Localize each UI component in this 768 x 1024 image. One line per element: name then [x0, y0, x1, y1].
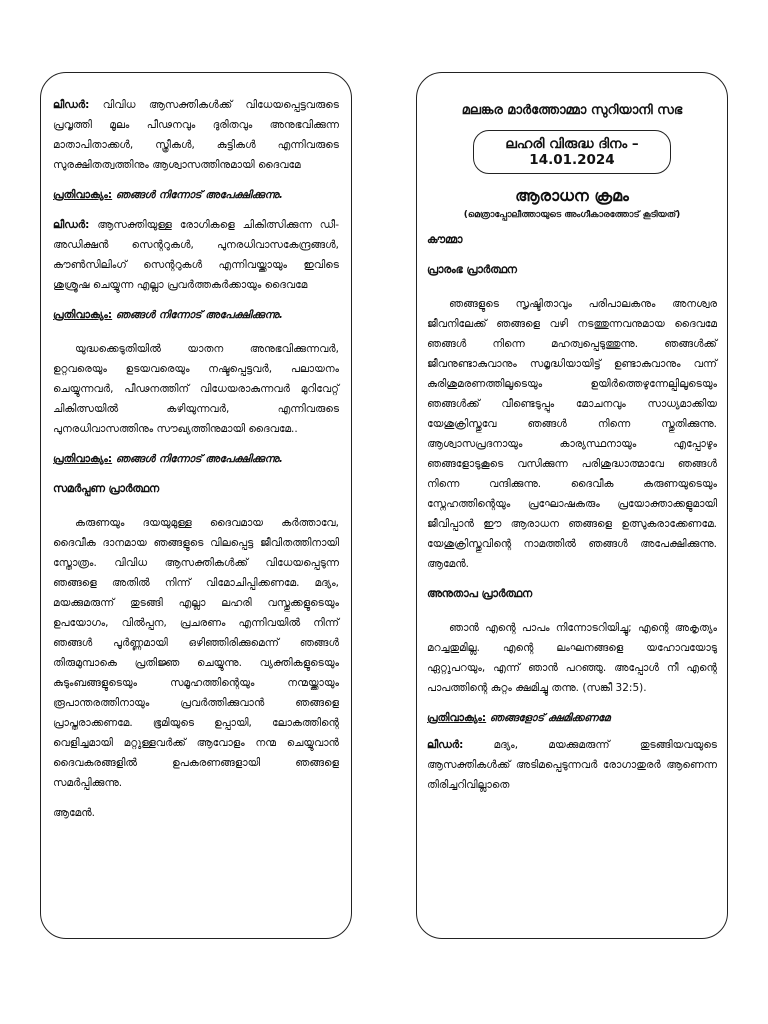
response-label: പ്രതിവാക്യം:	[53, 189, 113, 201]
opening-prayer-text: ഞങ്ങളുടെ സൃഷ്ടിതാവും പരിപാലകനും അനശ്വര ജീവനിലേക്ക് ഞങ്ങളെ വഴി നടത്തുന്നവനുമായ ദൈവമേ ഞങ്ങൾ നിന്നെ മഹത്വപ്പെടുത്തുന്നു. ഞങ്ങൾക്ക് ജീവനുണ്ടാകുവാനും സമൃദ്ധിയായിട്ട് ഉണ്ടാകുവാനും വന്ന് കുരിശുമരണത്തിലൂടെയും ഉയിർത്തെഴുന്നേല്പിലൂടെയും ഞങ്ങൾക്ക് വീണ്ടെടുപ്പും മോചനവും സാധ്യമാക്കിയ യേശുക്രിസ്തുവേ ഞങ്ങൾ നിന്നെ സ്തുതിക്കുന്നു. ആശ്വാസപ്രദനായും കാര്യസ്ഥനായും എപ്പോഴും ഞങ്ങളോടുകൂടെ വസിക്കുന്ന പരിശുദ്ധാത്മാവേ ഞങ്ങൾ നിന്നെ വന്ദിക്കുന്നു. ദൈവീക കരുണയുടെയും സ്നേഹത്തിന്റെയും പ്രഘോഷകരും പ്രയോക്താക്കളുമായി ജീവിപ്പാൻ ഈ ആരാധന ഞങ്ങളെ ഉത്സുകരാക്കേണമേ. യേശുക്രിസ്തുവിന്റെ നാമത്തിൽ ഞങ്ങൾ അപേക്ഷിക്കുന്നു. ആമേൻ.	[427, 298, 717, 570]
response-label: പ്രതിവാക്യം:	[53, 309, 113, 321]
leader-text: വിവിധ ആസക്തികൾക്ക് വിധേയപ്പെട്ടവരുടെ പ്രവൃത്തി മൂലം പീഢനവും ദുരിതവും അനുഭവിക്കുന്ന മാതാപിതാക്കൾ, സ്ത്രീകൾ, കുട്ടികൾ എന്നിവരുടെ സുരക്ഷിതത്വത്തിനും ആശ്വാസത്തിനുമായി ദൈവമേ	[53, 99, 339, 171]
penitence-prayer-heading: അനുതാപ പ്രാർത്ഥന	[427, 587, 533, 600]
response-line-3	[53, 449, 339, 469]
response-line-4	[427, 708, 717, 728]
war-victims-paragraph: യുദ്ധക്കെടുതിയിൽ യാതന അനുഭവിക്കുന്നവർ, ഉറ്റവരെയും ഉടയവരെയും നഷ്ടപ്പെട്ടവർ, പലായനം ചെയ്യുന്നവർ, പീഢനത്തിന് വിധേയരാകുന്നവർ മുറിവേറ്റ് ചികിത്സയിൽ കഴിയുന്നവർ, എന്നിവരുടെ പുനരധിവാസത്തിനും സൗഖ്യത്തിനുമായി ദൈവമേ..	[53, 343, 339, 435]
response-text: ഞങ്ങളോട് ക്ഷമിക്കണമേ	[486, 712, 611, 724]
response-text: ഞങ്ങൾ നിന്നോട് അപേക്ഷിക്കുന്നു.	[112, 453, 283, 465]
response-line-1	[53, 185, 339, 205]
penitence-prayer-text: ഞാൻ എന്റെ പാപം നിന്നോടറിയിച്ചു; എന്റെ അകൃത്യം മറച്ചതുമില്ല. എന്റെ ലംഘനങ്ങളെ യഹോവയോടു ഏറ്റുപറയും, എന്ന് ഞാൻ പറഞ്ഞു. അപ്പോൾ നീ എന്റെ പാപത്തിന്റെ കുറ്റം ക്ഷമിച്ചു തന്നു. (സങ്കീ 32:5).	[427, 622, 717, 694]
leader-paragraph-2	[53, 215, 339, 295]
right-page-panel	[416, 72, 728, 939]
kauma-heading: കൗമ്മാ	[427, 233, 463, 246]
church-name: മലങ്കര മാർത്തോമ്മാ സുറിയാനി സഭ	[461, 103, 683, 118]
response-label: പ്രതിവാക്യം:	[53, 453, 113, 465]
leader-label: ലീഡർ:	[53, 99, 90, 111]
response-text: ഞങ്ങൾ നിന്നോട് അപേക്ഷിക്കുന്നു.	[112, 189, 283, 201]
response-text: ഞങ്ങൾ നിന്നോട് അപേക്ഷിക്കുന്നു.	[112, 309, 283, 321]
leader-text: ആസക്തിയുള്ള രോഗികളെ ചികിത്സിക്കുന്ന ഡീ-അഡിക്ഷൻ സെന്ററുകൾ, പുനരധിവാസകേന്ദ്രങ്ങൾ, കൗൺസിലിംഗ് സെന്ററുകൾ എന്നിവയ്ക്കായും ഇവിടെ ശുശ്രൂഷ ചെയ്യുന്ന എല്ലാ പ്രവർത്തകർക്കായും ദൈവമേ	[53, 219, 339, 291]
leader-label: ലീഡർ:	[427, 739, 464, 751]
leader-text: മദ്യം, മയക്കുമരുന്ന് തുടങ്ങിയവയുടെ ആസക്തികൾക്ക് അടിമപ്പെടുന്നവർ രോഗാതുരർ ആണെന്ന തിരിച്ചറിവില്ലാതെ	[427, 739, 717, 791]
day-title-box: ലഹരി വിരുദ്ധ ദിനം – 14.01.2024	[473, 130, 671, 174]
leader-label: ലീഡർ:	[53, 219, 90, 231]
response-line-2	[53, 305, 339, 325]
order-of-worship-subtitle: (മെത്രാപ്പോലീത്തായുടെ അംഗീകാരത്തോട് കൂടിയത്)	[463, 210, 681, 220]
dedication-prayer-text: കരുണയും ദയയുമുള്ള ദൈവമായ കർത്താവേ, ദൈവീക ദാനമായ ഞങ്ങളുടെ വിലപ്പെട്ട ജീവിതത്തിനായി സ്തോത്രം. വിവിധ ആസക്തികൾക്ക് വിധേയപ്പെടുന്ന ഞങ്ങളെ അതിൽ നിന്ന് വിമോചിപ്പിക്കണമേ. മദ്യം, മയക്കുമരുന്ന് തുടങ്ങി എല്ലാ ലഹരി വസ്തുക്കളുടെയും ഉപയോഗം, വിൽപ്പന, പ്രചരണം എന്നിവയിൽ നിന്ന് ഞങ്ങൾ പൂർണ്ണമായി ഒഴിഞ്ഞിരിക്കുമെന്ന് ഞങ്ങൾ തിരുമുമ്പാകെ പ്രതിജ്ഞ ചെയ്യുന്നു. വ്യക്തികളുടെയും കുടുംബങ്ങളുടെയും സമൂഹത്തിന്റെയും നന്മയ്ക്കായും രൂപാന്തരത്തിനായും പ്രവർത്തിക്കുവാൻ ഞങ്ങളെ പ്രാപ്തരാക്കണമേ. ഭൂമിയുടെ ഉപ്പായി, ലോകത്തിന്റെ വെളിച്ചമായി മറ്റുള്ളവർക്ക് ആവോളം നന്മ ചെയ്യുവാൻ ദൈവകരങ്ങളിൽ ഉപകരണങ്ങളായി ഞങ്ങളെ സമർപ്പിക്കുന്നു.	[53, 517, 339, 789]
dedication-prayer-heading: സമർപ്പണ പ്രാർത്ഥന	[53, 482, 159, 495]
response-label: പ്രതിവാക്യം:	[427, 712, 487, 724]
amen-text: ആമേൻ.	[53, 807, 95, 819]
left-page-panel	[40, 72, 352, 939]
order-of-worship-title: ആരാധന ക്രമം	[515, 186, 629, 205]
leader-paragraph-3	[427, 735, 717, 795]
opening-prayer-heading: പ്രാരംഭ പ്രാർത്ഥന	[427, 263, 517, 276]
leader-paragraph-1	[53, 95, 339, 175]
